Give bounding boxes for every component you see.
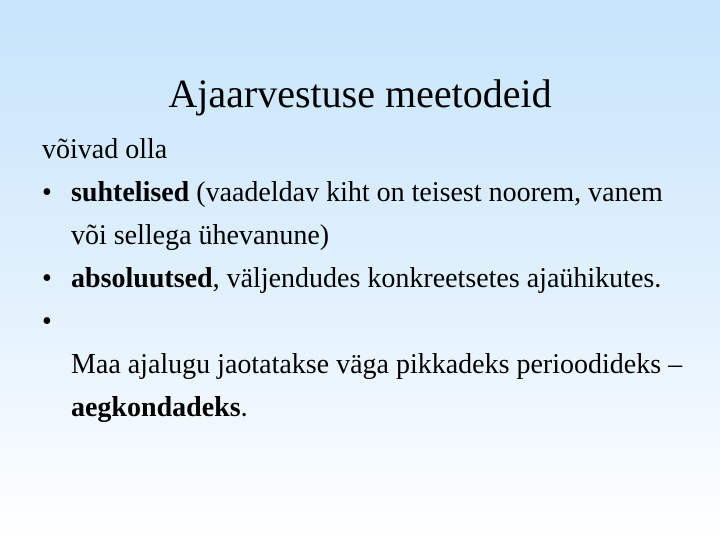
- bullet-icon: •: [42, 177, 52, 208]
- bullet-text: (vaadeldav kiht on teisest noorem, vanem või sellega ühevanune): [71, 177, 663, 251]
- bullet-text-end: .: [240, 392, 248, 423]
- bullet-text: Maa ajalugu jaotatakse väga pikkadeks perioodideks –: [71, 349, 683, 380]
- bullet-icon: •: [42, 306, 52, 337]
- bullet-item-relative: [42, 171, 692, 257]
- empty-line: [71, 300, 692, 343]
- bullet-item-eras: [42, 300, 692, 429]
- bullet-list: [42, 171, 692, 429]
- bullet-item-absolute: [42, 257, 692, 300]
- bullet-keyword: absoluutsed: [71, 263, 213, 294]
- bullet-icon: •: [42, 263, 52, 294]
- slide-body: [42, 128, 692, 429]
- bullet-keyword: aegkondadeks: [71, 392, 241, 423]
- intro-text: võivad olla: [42, 134, 168, 165]
- slide-title: Ajaarvestuse meetodeid: [168, 70, 552, 116]
- bullet-keyword: suhtelised: [71, 177, 190, 208]
- bullet-text: , väljendudes konkreetsetes ajaühikutes.: [212, 263, 662, 294]
